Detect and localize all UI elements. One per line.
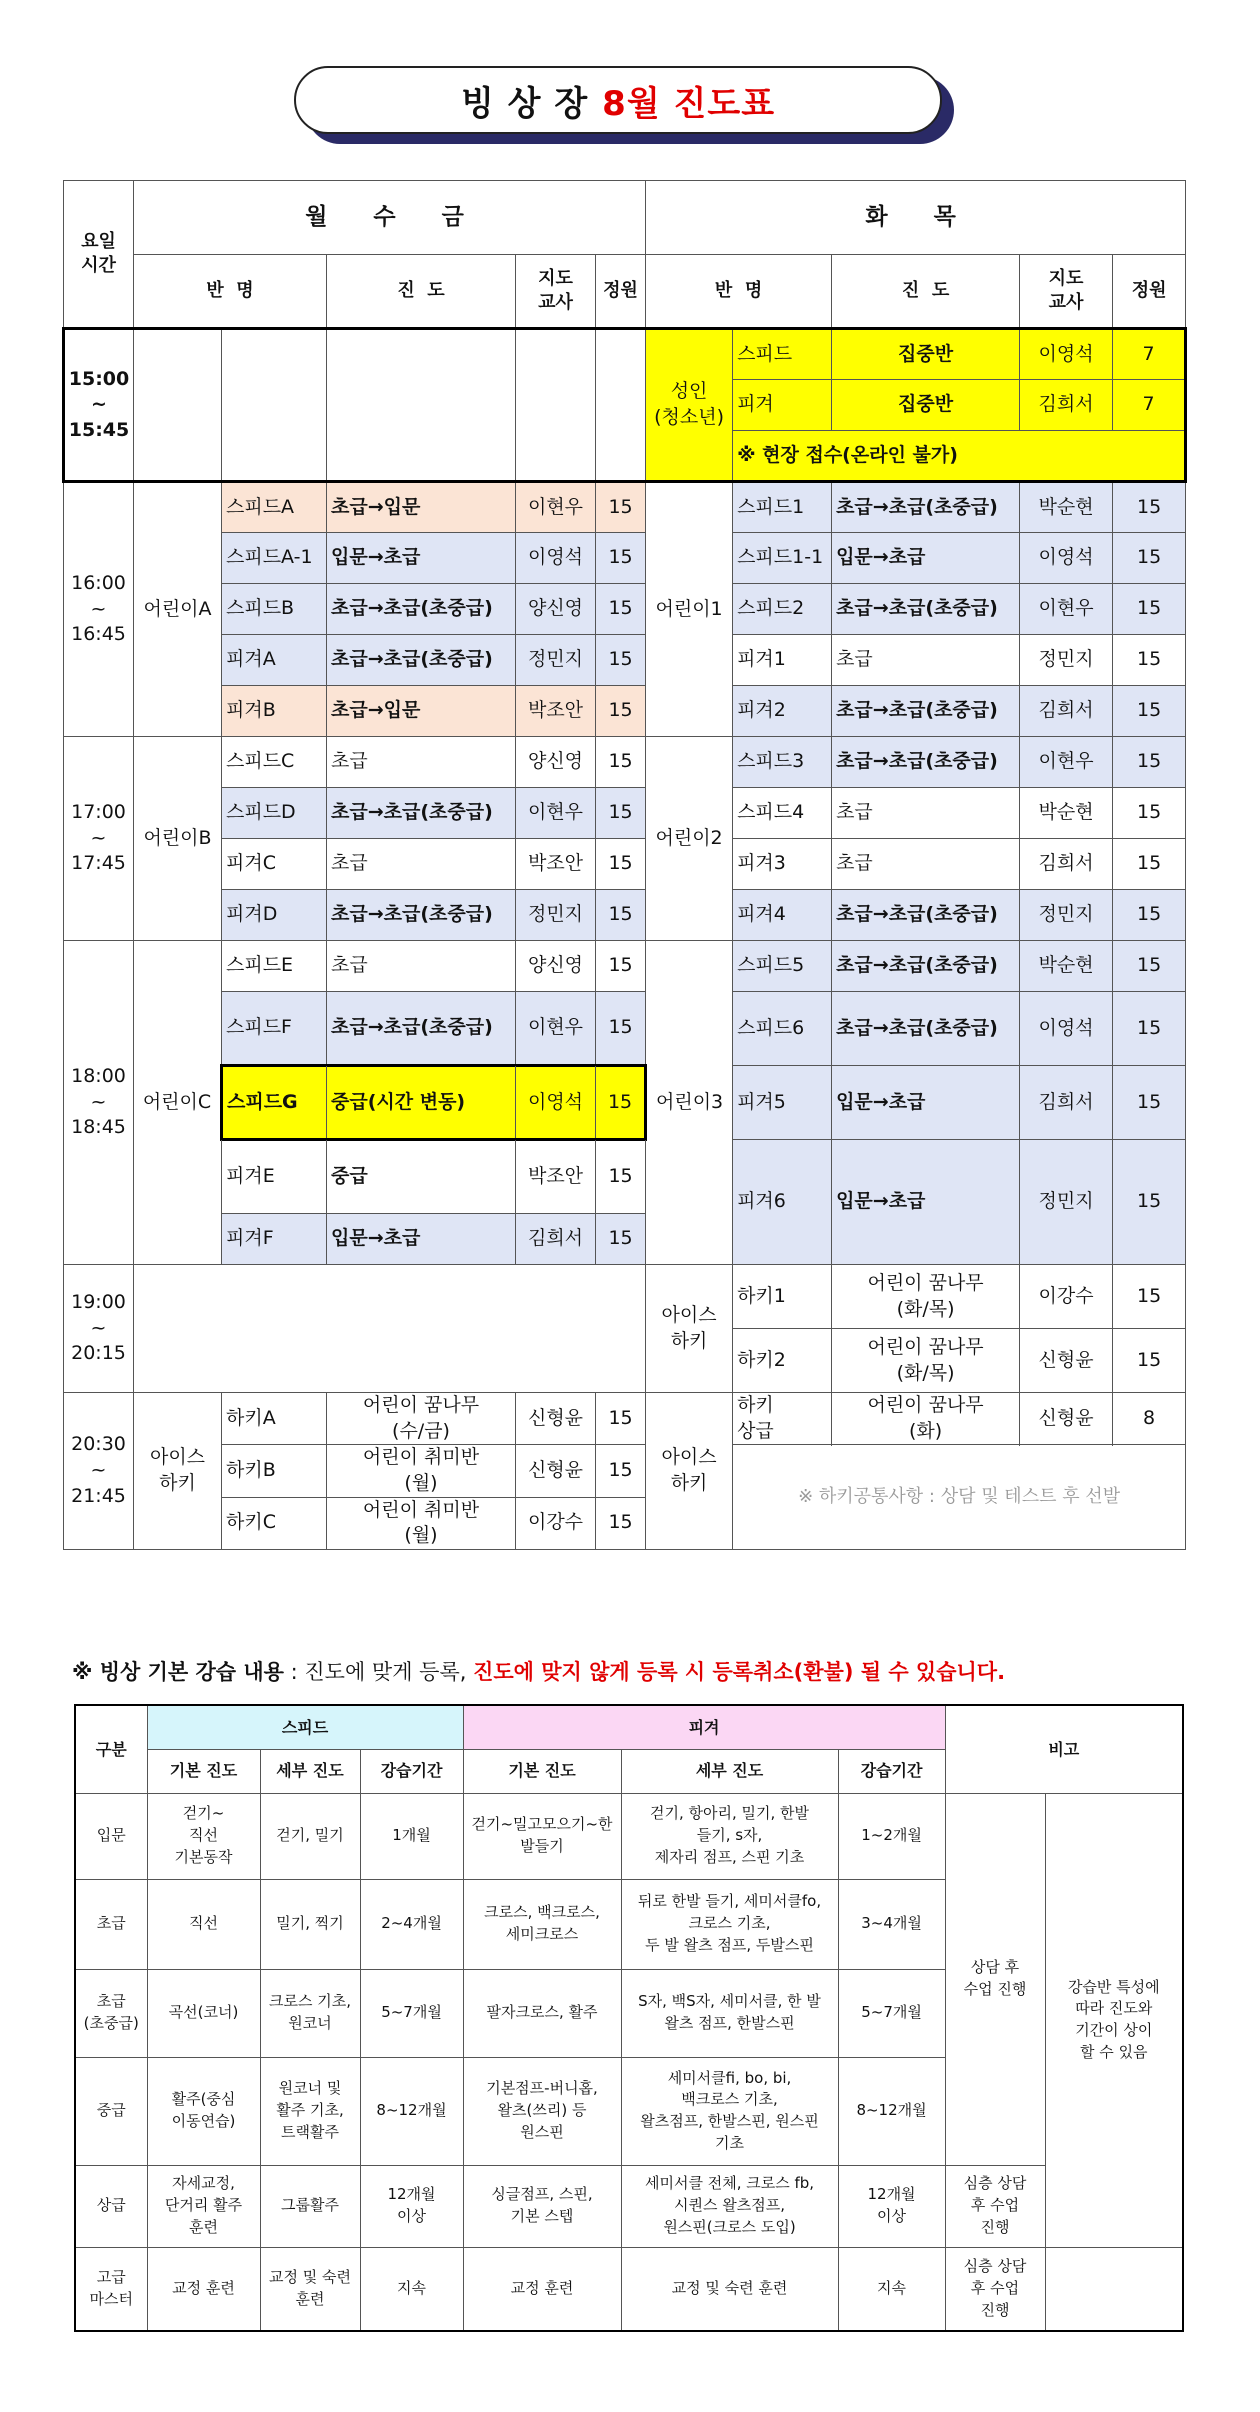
class-name: 하키C: [222, 1497, 327, 1549]
group-kids2: 어린이2: [646, 737, 733, 941]
cell: 교정 훈련: [147, 2247, 260, 2331]
class-capacity: 15: [596, 533, 646, 584]
class-progress: 집중반: [832, 380, 1020, 431]
class-teacher: 박순현: [1020, 482, 1113, 533]
cell: 걷기~밀고모으기~한 발들기: [463, 1793, 621, 1879]
class-name: 스피드F: [222, 992, 327, 1066]
class-capacity: 15: [596, 1393, 646, 1445]
group-adult: 성인 (청소년): [646, 329, 733, 482]
group-kidsB: 어린이B: [134, 737, 222, 941]
class-capacity: 15: [596, 1445, 646, 1497]
header-row-cols: [64, 255, 1186, 329]
class-progress: 입문→초급: [832, 1066, 1020, 1140]
class-capacity: 15: [1113, 584, 1186, 635]
class-capacity: 15: [596, 737, 646, 788]
class-name: 스피드1-1: [733, 533, 832, 584]
cell: 팔자크로스, 활주: [463, 1969, 621, 2057]
class-progress: 어린이 꿈나무 (수/금): [327, 1393, 516, 1445]
cell: 교정 훈련: [463, 2247, 621, 2331]
empty-cell: [134, 329, 222, 482]
days-tt: 화 목: [646, 181, 1186, 255]
col-teacher: 지도 교사: [516, 255, 596, 329]
class-name: 스피드E: [222, 941, 327, 992]
class-progress: 초급: [327, 839, 516, 890]
cell: 세미서클 전체, 크로스 fb, 시퀀스 왈츠점프, 원스핀(크로스 도입): [621, 2165, 838, 2247]
class-progress: 초급→초급(초중급): [327, 584, 516, 635]
level: 상급: [75, 2165, 147, 2247]
cell: 1개월: [360, 1793, 463, 1879]
table-row: [64, 1265, 1186, 1329]
cell: 곡선(코너): [147, 1969, 260, 2057]
class-name: 하키 상급: [733, 1393, 832, 1445]
col-teacher-r: 지도 교사: [1020, 255, 1113, 329]
class-teacher: 박순현: [1020, 941, 1113, 992]
empty-cell: [1045, 2247, 1183, 2331]
class-progress: 초급: [327, 941, 516, 992]
cell: 그룹활주: [260, 2165, 360, 2247]
class-teacher: 이현우: [1020, 584, 1113, 635]
class-name: 피겨3: [733, 839, 832, 890]
class-teacher: 김희서: [1020, 686, 1113, 737]
cell: 기본점프-버니홉, 왈츠(쓰리) 등 원스핀: [463, 2057, 621, 2165]
cell: 교정 및 숙련 훈련: [260, 2247, 360, 2331]
table-row: [64, 584, 1186, 635]
empty-cell: [327, 329, 516, 482]
class-progress: 초급→초급(초중급): [832, 890, 1020, 941]
class-teacher: 양신영: [516, 737, 596, 788]
class-progress: 초급→초급(초중급): [832, 482, 1020, 533]
table-row: [64, 482, 1186, 533]
cell: 5~7개월: [360, 1969, 463, 2057]
class-capacity: 15: [1113, 839, 1186, 890]
class-teacher: 이영석: [1020, 992, 1113, 1066]
class-progress: 어린이 꿈나무 (화/목): [832, 1265, 1020, 1329]
time-slot: 20:30 ~ 21:45: [64, 1393, 134, 1550]
title-prefix: 빙 상 장: [460, 83, 589, 124]
class-progress: 초급→초급(초중급): [832, 584, 1020, 635]
table-row: [64, 635, 1186, 686]
class-name: 피겨6: [733, 1140, 832, 1265]
empty-cell: [222, 329, 327, 482]
col-class: 반 명: [134, 255, 327, 329]
class-progress: 어린이 꿈나무 (화): [832, 1393, 1020, 1445]
class-capacity: 7: [1113, 329, 1186, 380]
cell: 12개월 이상: [838, 2165, 945, 2247]
h-remark: 비고: [945, 1705, 1183, 1793]
class-teacher: 신형윤: [1020, 1329, 1113, 1393]
table-row: [75, 2247, 1183, 2331]
class-teacher: 김희서: [1020, 380, 1113, 431]
class-capacity: 15: [1113, 482, 1186, 533]
class-name: 스피드A: [222, 482, 327, 533]
sub-basic: 기본 진도: [147, 1749, 260, 1793]
sub-detail: 세부 진도: [621, 1749, 838, 1793]
class-progress: 입문→초급: [832, 1140, 1020, 1265]
class-name: 스피드3: [733, 737, 832, 788]
class-teacher: 양신영: [516, 584, 596, 635]
class-capacity: 15: [1113, 737, 1186, 788]
empty-cell: [516, 329, 596, 482]
class-teacher: 양신영: [516, 941, 596, 992]
class-teacher: 정민지: [516, 635, 596, 686]
col-progress: 진 도: [327, 255, 516, 329]
class-progress: 초급→초급(초중급): [327, 635, 516, 686]
cell: 교정 및 숙련 훈련: [621, 2247, 838, 2331]
level: 초급: [75, 1879, 147, 1969]
class-capacity: 15: [596, 788, 646, 839]
level: 고급 마스터: [75, 2247, 147, 2331]
class-capacity: 15: [1113, 1066, 1186, 1140]
class-name: 하키1: [733, 1265, 832, 1329]
cell: 12개월 이상: [360, 2165, 463, 2247]
cell: 원코너 및 활주 기초, 트랙활주: [260, 2057, 360, 2165]
class-capacity: 15: [596, 1214, 646, 1265]
class-name: 스피드1: [733, 482, 832, 533]
col-capacity: 정원: [596, 255, 646, 329]
class-progress: 초급→입문: [327, 686, 516, 737]
days-mwf: 월 수 금: [134, 181, 646, 255]
class-capacity: 15: [596, 1140, 646, 1214]
class-name: 피겨D: [222, 890, 327, 941]
cell: 크로스 기초, 원코너: [260, 1969, 360, 2057]
class-progress: 초급→초급(초중급): [832, 737, 1020, 788]
class-progress: 어린이 꿈나무 (화/목): [832, 1329, 1020, 1393]
table-row: [64, 788, 1186, 839]
class-progress: 초급: [832, 839, 1020, 890]
class-name: 피겨1: [733, 635, 832, 686]
class-capacity: 15: [1113, 890, 1186, 941]
class-progress: 초급→초급(초중급): [327, 992, 516, 1066]
class-progress: 중급: [327, 1140, 516, 1214]
class-progress: 입문→초급: [327, 1214, 516, 1265]
class-teacher: 이강수: [1020, 1265, 1113, 1329]
class-teacher: 박조안: [516, 1140, 596, 1214]
class-progress: 어린이 취미반 (월): [327, 1445, 516, 1497]
time-slot: 18:00 ~ 18:45: [64, 941, 134, 1265]
class-progress: 집중반: [832, 329, 1020, 380]
class-progress: 어린이 취미반 (월): [327, 1497, 516, 1549]
class-teacher: 신형윤: [1020, 1393, 1113, 1445]
sub-detail: 세부 진도: [260, 1749, 360, 1793]
empty-cell: [596, 329, 646, 482]
class-progress: 초급→초급(초중급): [327, 890, 516, 941]
level: 초급 (초중급): [75, 1969, 147, 2057]
class-capacity: 15: [1113, 1329, 1186, 1393]
table-row: [75, 1793, 1183, 1879]
time-slot: 16:00 ~ 16:45: [64, 482, 134, 737]
class-progress: 초급→초급(초중급): [327, 788, 516, 839]
class-capacity: 15: [596, 941, 646, 992]
class-capacity: 15: [1113, 1140, 1186, 1265]
table-row: [64, 737, 1186, 788]
title-banner: [294, 66, 954, 144]
cell: 걷기, 밀기: [260, 1793, 360, 1879]
table-row: [64, 890, 1186, 941]
class-progress: 초급: [832, 788, 1020, 839]
class-name: 스피드6: [733, 992, 832, 1066]
group-kids3: 어린이3: [646, 941, 733, 1265]
class-name: 피겨: [733, 380, 832, 431]
table-row: [64, 839, 1186, 890]
class-teacher: 이영석: [516, 1066, 596, 1140]
cell: 지속: [360, 2247, 463, 2331]
class-name: 피겨4: [733, 890, 832, 941]
class-progress: 입문→초급: [832, 533, 1020, 584]
class-capacity: 15: [1113, 1265, 1186, 1329]
class-teacher: 이영석: [1020, 533, 1113, 584]
class-teacher: 이영석: [516, 533, 596, 584]
cell: 자세교정, 단거리 활주 훈련: [147, 2165, 260, 2247]
class-progress: 초급→입문: [327, 482, 516, 533]
class-teacher: 김희서: [1020, 839, 1113, 890]
class-teacher: 박조안: [516, 686, 596, 737]
class-capacity: 15: [1113, 533, 1186, 584]
class-capacity: 15: [596, 1066, 646, 1140]
class-teacher: 정민지: [1020, 890, 1113, 941]
class-name: 하키2: [733, 1329, 832, 1393]
time-slot: 15:00 ~ 15:45: [64, 329, 134, 482]
cell: 2~4개월: [360, 1879, 463, 1969]
cell: 1~2개월: [838, 1793, 945, 1879]
class-capacity: 15: [1113, 635, 1186, 686]
group-hockey-left: 아이스 하키: [134, 1393, 222, 1550]
class-capacity: 15: [1113, 686, 1186, 737]
level: 중급: [75, 2057, 147, 2165]
class-capacity: 15: [1113, 992, 1186, 1066]
cell: 걷기, 항아리, 밀기, 한발 들기, s자, 제자리 점프, 스핀 기초: [621, 1793, 838, 1879]
class-teacher: 이현우: [516, 992, 596, 1066]
h-category: 구분: [75, 1705, 147, 1793]
class-capacity: 15: [596, 584, 646, 635]
class-teacher: 정민지: [1020, 635, 1113, 686]
table-row: [64, 686, 1186, 737]
class-name: 스피드5: [733, 941, 832, 992]
class-teacher: 박조안: [516, 839, 596, 890]
cell: 밀기, 찍기: [260, 1879, 360, 1969]
cell: S자, 백S자, 세미서클, 한 발 왈츠 점프, 한발스핀: [621, 1969, 838, 2057]
group-hockey-right: 아이스 하키: [646, 1393, 733, 1550]
sub-basic: 기본 진도: [463, 1749, 621, 1793]
cell: 싱글점프, 스핀, 기본 스텝: [463, 2165, 621, 2247]
class-capacity: 15: [596, 890, 646, 941]
class-teacher: 이현우: [516, 788, 596, 839]
page-title: [294, 66, 942, 134]
h-speed: 스피드: [147, 1705, 463, 1749]
class-name: 스피드2: [733, 584, 832, 635]
class-progress: 초급: [832, 635, 1020, 686]
class-name: 스피드: [733, 329, 832, 380]
class-teacher: 정민지: [516, 890, 596, 941]
curriculum-header: [75, 1705, 1183, 1749]
group-kidsA: 어린이A: [134, 482, 222, 737]
class-capacity: 15: [596, 482, 646, 533]
class-capacity: 8: [1113, 1393, 1186, 1445]
notice-warning: 진도에 맞지 않게 등록 시 등록취소(환불) 될 수 있습니다.: [473, 1660, 1006, 1684]
cell: 크로스, 백크로스, 세미크로스: [463, 1879, 621, 1969]
class-name: 피겨5: [733, 1066, 832, 1140]
class-teacher: 이강수: [516, 1497, 596, 1549]
col-progress-r: 진 도: [832, 255, 1020, 329]
table-row: [64, 329, 1186, 380]
class-capacity: 15: [596, 635, 646, 686]
class-name: 피겨E: [222, 1140, 327, 1214]
col-capacity-r: 정원: [1113, 255, 1186, 329]
class-capacity: 15: [596, 992, 646, 1066]
class-teacher: 박순현: [1020, 788, 1113, 839]
cell: 뒤로 한발 들기, 세미서클fo, 크로스 기초, 두 발 왈츠 점프, 두발스핀: [621, 1879, 838, 1969]
class-capacity: 15: [1113, 788, 1186, 839]
schedule-table: [62, 180, 1187, 1550]
class-name: 피겨B: [222, 686, 327, 737]
cell: 지속: [838, 2247, 945, 2331]
class-name: 피겨C: [222, 839, 327, 890]
class-teacher: 이영석: [1020, 329, 1113, 380]
class-name: 피겨2: [733, 686, 832, 737]
level: 입문: [75, 1793, 147, 1879]
cell: 활주(중심 이동연습): [147, 2057, 260, 2165]
table-row: [75, 2165, 1183, 2247]
cell: 8~12개월: [838, 2057, 945, 2165]
col-class-r: 반 명: [646, 255, 832, 329]
empty-cell: [134, 1265, 646, 1393]
cell: 직선: [147, 1879, 260, 1969]
notice-lead: ※ 빙상 기본 강습 내용: [72, 1660, 284, 1684]
class-capacity: 15: [596, 839, 646, 890]
time-slot: 19:00 ~ 20:15: [64, 1265, 134, 1393]
class-teacher: 이현우: [516, 482, 596, 533]
class-name: 스피드D: [222, 788, 327, 839]
group-kidsC: 어린이C: [134, 941, 222, 1265]
class-progress: 중급(시간 변동): [327, 1066, 516, 1140]
class-name: 스피드C: [222, 737, 327, 788]
group-kids1: 어린이1: [646, 482, 733, 737]
class-teacher: 신형윤: [516, 1393, 596, 1445]
table-row: [64, 533, 1186, 584]
class-name: 스피드G: [222, 1066, 327, 1140]
class-name: 피겨F: [222, 1214, 327, 1265]
onsite-note: ※ 현장 접수(온라인 불가): [733, 431, 1186, 482]
cell: 8~12개월: [360, 2057, 463, 2165]
group-hockey: 아이스 하키: [646, 1265, 733, 1393]
remark-deep: 심층 상담 후 수업 진행: [945, 2247, 1045, 2331]
class-teacher: 김희서: [1020, 1066, 1113, 1140]
class-progress: 초급: [327, 737, 516, 788]
curriculum-table: [74, 1704, 1184, 2332]
class-name: 스피드B: [222, 584, 327, 635]
title-month: 8월 진도표: [602, 83, 776, 124]
cell: 걷기~ 직선 기본동작: [147, 1793, 260, 1879]
class-name: 하키A: [222, 1393, 327, 1445]
class-name: 스피드A-1: [222, 533, 327, 584]
class-progress: 초급→초급(초중급): [832, 992, 1020, 1066]
remark-note: 강습반 특성에 따라 진도와 기간이 상이 할 수 있음: [1045, 1793, 1183, 2247]
class-teacher: 신형윤: [516, 1445, 596, 1497]
cell: 5~7개월: [838, 1969, 945, 2057]
corner-header: 요일 시간: [64, 181, 134, 329]
cell: 세미서클fi, bo, bi, 백크로스 기초, 왈츠점프, 한발스핀, 원스핀 기초: [621, 2057, 838, 2165]
class-capacity: 15: [1113, 941, 1186, 992]
class-name: 하키B: [222, 1445, 327, 1497]
class-progress: 초급→초급(초중급): [832, 941, 1020, 992]
class-name: 스피드4: [733, 788, 832, 839]
notice-body: : 진도에 맞게 등록,: [283, 1660, 474, 1684]
sub-period: 강습기간: [838, 1749, 945, 1793]
class-teacher: 김희서: [516, 1214, 596, 1265]
header-row-days: [64, 181, 1186, 255]
class-name: 피겨A: [222, 635, 327, 686]
cell: 3~4개월: [838, 1879, 945, 1969]
class-capacity: 7: [1113, 380, 1186, 431]
h-figure: 피겨: [463, 1705, 945, 1749]
class-teacher: 정민지: [1020, 1140, 1113, 1265]
time-slot: 17:00 ~ 17:45: [64, 737, 134, 941]
remark-consult: 상담 후 수업 진행: [945, 1793, 1045, 2165]
hockey-note: ※ 하키공통사항 : 상담 및 테스트 후 선발: [733, 1445, 1186, 1550]
class-teacher: 이현우: [1020, 737, 1113, 788]
class-progress: 초급→초급(초중급): [832, 686, 1020, 737]
class-capacity: 15: [596, 1497, 646, 1549]
curriculum-notice: [72, 1656, 1005, 1686]
remark-deep: 심층 상담 후 수업 진행: [945, 2165, 1045, 2247]
class-capacity: 15: [596, 686, 646, 737]
sub-period: 강습기간: [360, 1749, 463, 1793]
class-progress: 입문→초급: [327, 533, 516, 584]
